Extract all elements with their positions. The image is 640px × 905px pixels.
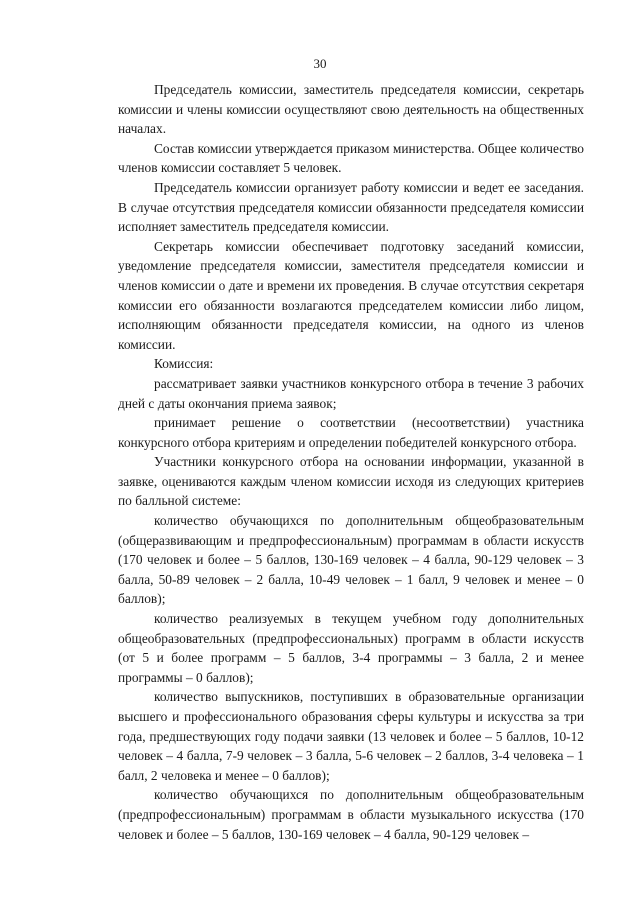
- paragraph-evaluation-criteria-intro: Участники конкурсного отбора на основании информации, указанной в заявке, оцениваются каждым членом комиссии исходя из следующих критериев по балльной системе:: [118, 454, 584, 509]
- paragraph-chairman-duties: Председатель комиссии организует работу комиссии и ведет ее заседания. В случае отсутствия председателя комиссии обязанности председателя комиссии исполняет заместитель председателя комиссии.: [118, 179, 584, 235]
- paragraph-commission-members: Председатель комиссии, заместитель председателя комиссии, секретарь комиссии и члены комиссии осуществляют свою деятельность на общественных началах.: [118, 82, 584, 137]
- paragraph-commission-heading: Комиссия:: [154, 356, 214, 372]
- document-body: [118, 80, 584, 844]
- paragraph-secretary-duties: Секретарь комиссии обеспечивает подготовку заседаний комиссии, уведомление председателя комиссии, заместителя председателя комиссии и членов комиссии о дате и времени их проведения. В случае отсутствия секретаря комиссии его обязанности возлагаются председателем комиссии либо лицом, исполняющим обязанности председателя комиссии, на одного из членов комиссии.: [118, 238, 584, 352]
- paragraph-makes-decision: принимает решение о соответствии (несоответствии) участника конкурсного отбора критериям и определении победителей конкурсного отбора.: [118, 415, 584, 450]
- paragraph-criterion-music-students: количество обучающихся по дополнительным общеобразовательным (предпрофессиональным) программам в области музыкального искусства (170 человек и более – 5 баллов, 130-169 человек – 4 балла, 90-129 человек –: [118, 787, 584, 842]
- paragraph-criterion-students-count: количество обучающихся по дополнительным общеобразовательным (общеразвивающим и предпрофессиональным) программам в области искусств (170 человек и более – 5 баллов, 130-169 человек – 4 балла, 90-129 человек – 3 балла, 50-89 человек – 2 балла, 10-49 человек – 1 балл, 9 человек и менее – 0 баллов);: [118, 513, 584, 607]
- paragraph-criterion-graduates: количество выпускников, поступивших в образовательные организации высшего и профессионального образования сферы культуры и искусства за три года, предшествующих году подачи заявки (13 человек и более – 5 баллов, 10-12 человек – 4 балла, 7-9 человек – 3 балла, 5-6 человек – 2 баллов, 3-4 человека – 1 балл, 2 человека и менее – 0 баллов);: [118, 689, 584, 783]
- paragraph-reviews-applications: рассматривает заявки участников конкурсного отбора в течение 3 рабочих дней с даты окончания приема заявок;: [118, 375, 584, 411]
- paragraph-commission-composition: Состав комиссии утверждается приказом министерства. Общее количество членов комиссии составляет 5 человек.: [118, 140, 584, 176]
- page-number: 30: [313, 56, 327, 71]
- paragraph-criterion-programs-count: количество реализуемых в текущем учебном году дополнительных общеобразовательных (предпрофессиональных) программ в области искусств (от 5 и более программ – 5 баллов, 3-4 программы – 3 балла, 2 и менее программы – 0 баллов);: [118, 611, 584, 685]
